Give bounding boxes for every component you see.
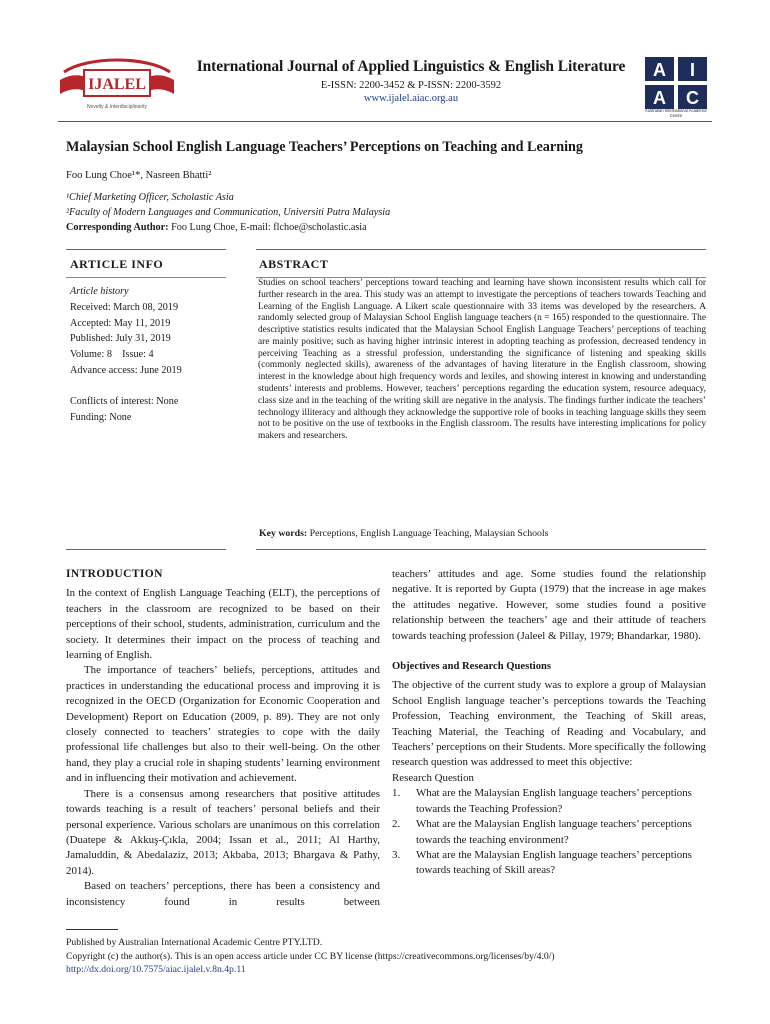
- intro-paragraph-2: The importance of teachers’ beliefs, perceptions, attitudes and practices in understanding the educational process and improving it is recognized in the OECD (Organization for Economic Cooperation and Development) Report on Education (2009, p. 89). They are not only closely connected to teachers’ strategies to cope with the daily professional life challenges but also to their well-being. On the other hand, they play a crucial role in shaping students’ learning environment and in influencing their motivation and achievement.: [66, 664, 380, 785]
- keywords: [259, 528, 707, 539]
- rq-number: 3.: [392, 848, 401, 861]
- corresponding-author: [66, 222, 367, 233]
- article-title: Malaysian School English Language Teachers’ Perceptions on Teaching and Learning: [66, 139, 584, 155]
- article-info-panel: [70, 284, 228, 425]
- rq-number: 1.: [392, 787, 401, 800]
- corresponding-value: Foo Lung Choe, E-mail: flchoe@scholastic.asia: [168, 222, 367, 233]
- copyright-line: Copyright (c) the author(s). This is an open access article under CC BY license (https://creativecommons.org/licenses/by/4.0/): [66, 950, 555, 962]
- article-info-heading: ARTICLE INFO: [70, 257, 164, 271]
- aiac-letter-4: C: [686, 88, 699, 108]
- advance-access: Advance access: June 2019: [70, 364, 182, 376]
- rq-text: What are the Malaysian English language teachers’ perceptions towards the Teaching Profession?: [416, 787, 692, 815]
- research-question-item: [392, 786, 706, 817]
- journal-url-link[interactable]: www.ijalel.aiac.org.au: [363, 93, 459, 104]
- doi-link[interactable]: http://dx.doi.org/10.7575/aiac.ijalel.v.8n.4p.11: [66, 964, 246, 975]
- abstract-text: Studies on school teachers’ perceptions toward teaching and learning have shown inconsistent results which call for further research in the area. This study was an attempt to investigate the perceptions of teachers towards Teaching and Learning of the English Language. A Likert scale questionnaire with 33 items was developed by the researchers. A randomly selected group of Malaysian School English language teachers (n = 165) responded to the questionnaire. The descriptive statistics results indicated that the Malaysian School English Language Teachers’ perceptions of teaching are mainly positive; such as having higher intrinsic interest in adopting teaching as profession, decreased tendency in perceiving Teaching as a stressful profession, understanding the significance of listening and speaking skills (commonly neglected skills), awareness of the advantages of having literature in the English classroom, showing interest in the knowledge about high frequency words and lexiles, and showing interest in knowing and understanding students’ interests and problems. However, teachers’ perceptions regarding the education system, resource adequacy, class size and in the teaching of the writing skill are negative in the analysis. The findings further indicate the teachers’ technology illiteracy and although they acknowledge the supportive role of books in teaching language skills they seem not to be positive on the use of textbooks in the English classroom. The results have interesting implications for policy makers and researchers.: [258, 278, 706, 442]
- ijalel-logo-tagline: Novelty & Interdisciplinarity: [86, 104, 148, 110]
- funding: Funding: None: [70, 411, 132, 423]
- info-rule-top: [66, 249, 226, 250]
- received-date: Received: March 08, 2019: [70, 301, 179, 313]
- ijalel-logo-text: IJALEL: [88, 76, 146, 93]
- aiac-letter-3: A: [653, 88, 666, 108]
- keywords-label: Key words:: [259, 528, 308, 539]
- research-question-item: [392, 848, 706, 879]
- intro-paragraph-1: In the context of English Language Teaching (ELT), the perceptions of teachers in the classroom are recognized to be based on their perceptions of their school, students, administration, curriculum and the society. It determines their impact on the process of teaching and learning of English.: [66, 587, 380, 662]
- conflicts-of-interest: Conflicts of interest: None: [70, 395, 179, 407]
- page-footer: [66, 936, 716, 977]
- aiac-letter-1: A: [653, 60, 666, 80]
- ijalel-logo: [58, 52, 176, 112]
- intro-paragraph-3: There is a consensus among researchers that positive attitudes towards teaching is a result of teachers’ personal beliefs and their personal experience. Various scholars are unanimous on this correlation (Duatepe & Akkuş-Çıkla, 2004; Issan et al., 2011; Al Harthy, Jamaluddin, & Abedalaziz, 2013; Akbaba, 2013; Bhargava & Pathy, 2014).: [66, 787, 380, 877]
- keywords-value: Perceptions, English Language Teaching, Malaysian Schools: [307, 528, 549, 539]
- aiac-logo: [645, 57, 707, 109]
- journal-issn: E-ISSN: 2200-3452 & P-ISSN: 2200-3592: [320, 80, 502, 91]
- journal-masthead: [186, 58, 636, 104]
- research-question-label: Research Question: [392, 771, 474, 784]
- aiac-logo-subtitle: Australian International Academic Centre: [644, 108, 708, 118]
- abstract-rule-bottom: [256, 549, 706, 550]
- introduction-heading: INTRODUCTION: [66, 568, 163, 580]
- objectives-paragraph: The objective of the current study was to explore a group of Malaysian School English language teacher’s perceptions towards the Teaching Profession, Teaching environment, the Teaching of Skill areas, Teaching Material, the Teaching of Reading and Vocabulary, and Teachers’ perceptions on their Students. More specifically the following research question was addressed to meet this objective:: [392, 679, 706, 769]
- volume-issue: Volume: 8 Issue: 4: [70, 349, 154, 361]
- intro-paragraph-4: Based on teachers’ perceptions, there has been a consistency and inconsistency found in results between: [66, 880, 380, 908]
- objectives-heading: Objectives and Research Questions: [392, 661, 551, 673]
- journal-title: International Journal of Applied Linguistics & English Literature: [196, 58, 626, 75]
- right-paragraph-1: teachers’ attitudes and age. Some studies found the relationship negative. It is reported by Gupta (1979) that the increase in age makes the attitudes negative. However, some studies found a positive relationship between the teachers’ age and their attitude of teachers towards teaching profession (Jaleel & Pillay, 1979; Bhandarkar, 1980).: [392, 568, 706, 642]
- rq-text: What are the Malaysian English language teachers’ perceptions towards the teaching environment?: [416, 818, 692, 846]
- abstract-rule-top: [256, 249, 706, 250]
- article-authors: Foo Lung Choe¹*, Nasreen Bhatti²: [66, 170, 212, 181]
- info-rule-mid: [66, 277, 226, 278]
- footnote-rule: [66, 929, 118, 930]
- info-rule-bottom: [66, 549, 226, 550]
- rq-number: 2.: [392, 818, 401, 831]
- history-label: Article history: [70, 286, 129, 297]
- research-question-item: [392, 817, 706, 848]
- corresponding-label: Corresponding Author:: [66, 222, 169, 233]
- header-divider: [58, 121, 712, 122]
- affiliation-1: ¹Chief Marketing Officer, Scholastic Asia: [66, 192, 234, 203]
- rq-text: What are the Malaysian English language teachers’ perceptions towards teaching of Skill areas?: [416, 848, 692, 877]
- body-column-left: [66, 567, 380, 910]
- published-date: Published: July 31, 2019: [70, 333, 171, 345]
- accepted-date: Accepted: May 11, 2019: [70, 317, 171, 329]
- body-column-right: [392, 567, 706, 879]
- publisher-line: Published by Australian International Academic Centre PTY.LTD.: [66, 937, 323, 948]
- affiliation-2: ²Faculty of Modern Languages and Communication, Universiti Putra Malaysia: [66, 207, 391, 218]
- abstract-heading: ABSTRACT: [259, 257, 329, 271]
- aiac-letter-2: I: [689, 60, 696, 80]
